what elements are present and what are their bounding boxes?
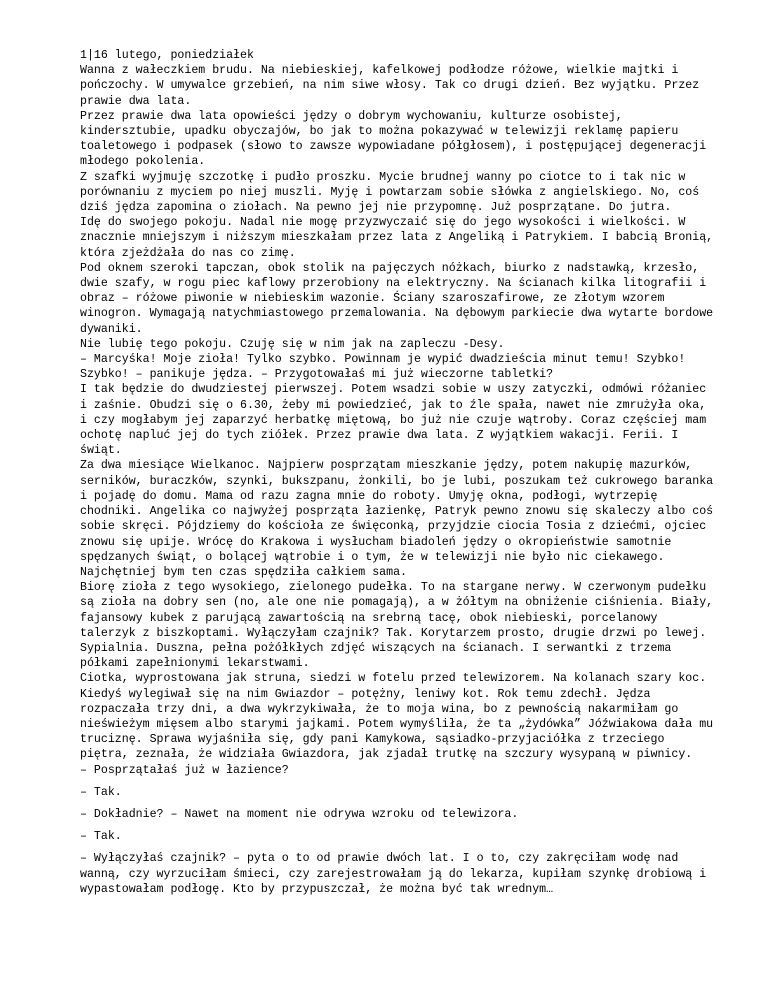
dialogue-line-4: – Tak. <box>80 830 122 844</box>
paragraph-7: – Marcyśka! Moje zioła! Tylko szybko. Powinnam je wypić dwadzieścia minut temu! Szybko! Szybko! – panikuje jędza. – Przygotowałaś mi już wieczorne tabletki? <box>80 353 686 382</box>
dialogue-line-5: – Wyłączyłaś czajnik? – pyta o to od prawie dwóch lat. I o to, czy zakręciłam wodę nad wanną, czy wyrzuciłam śmieci, czy zarejestrowałam ją do lekarza, kupiłam szynkę drobiową i wypastowałam podłogę. Kto by przypuszczał, że można być tak wrednym… <box>80 852 707 896</box>
document-heading: 1|16 lutego, poniedziałek <box>80 49 254 62</box>
paragraph-9: Za dwa miesiące Wielkanoc. Najpierw posprzątam mieszkanie jędzy, potem nakupię mazurków, serników, buraczków, szynki, bukszpanu, żonkili, bo je lubi, poszukam też cukrowego baranka i pojadę do domu. Mama od razu zagna mnie do roboty. Umyję okna, podłogi, wytrzepię chodniki. Angelika co najwyżej posprząta łazienkę, Patryk pewno znowu się skaleczy albo coś sobie skręci. Pójdziemy do kościoła ze święconką, przyjdzie ciocia Tosia z dziećmi, ojciec znowu się upije. Wrócę do Krakowa i wysłucham biadoleń jędzy o okropieństwie samotnie spędzanych świąt, o bolącej wątrobie i o tym, że w telewizji nie było nic ciekawego. <box>80 459 714 564</box>
paragraph-10: Najchętniej bym ten czas spędziła całkiem sama. <box>80 565 407 579</box>
paragraph-1: Wanna z wałeczkiem brudu. Na niebieskiej, kafelkowej podłodze różowe, wielkie majtki i pończochy. W umywalce grzebień, na nim siwe włosy. Tak co drugi dzień. Bez wyjątku. Przez prawie dwa lata. <box>80 64 700 108</box>
paragraph-6: Nie lubię tego pokoju. Czuję się w nim jak na zapleczu -Desy. <box>80 337 505 351</box>
paragraph-2: Przez prawie dwa lata opowieści jędzy o dobrym wychowaniu, kulturze osobistej, kindersztubie, upadku obyczajów, bo jak to można pokazywać w telewizji reklamę papieru toaletowego i podpasek (słowo to zawsze wypowiadane półgłosem), i postępującej degeneracji młodego pokolenia. <box>80 109 707 169</box>
dialogue-line-2: – Tak. <box>80 785 122 799</box>
paragraph-3: Z szafki wyjmuję szczotkę i pudło proszku. Mycie brudnej wanny po ciotce to i tak nic w porównaniu z myciem po niej muszli. Myję i powtarzam sobie słówka z angielskiego. No, coś dziś jędza zapomina o ziołach. Na pewno jej nie przypomnę. Już posprzątane. Do jutra. <box>80 170 700 215</box>
paragraph-12: Ciotka, wyprostowana jak struna, siedzi w fotelu przed telewizorem. Na kolanach szary koc. Kiedyś wylegiwał się na nim Gwiazdor – potężny, leniwy kot. Rok temu zdechł. Jędza rozpaczała trzy dni, a dwa wykrzykiwała, że to moja wina, bo z pewnością nakarmiłam go nieświeżym mięsem albo starymi jajkami. Potem wymyśliła, że ta „żydówka” Jóźwiakowa dała mu truciznę. Sprawa wyjaśniła się, gdy pani Kamykowa, sąsiadko-przyjaciółka z trzeciego piętra, zeznała, że widziała Gwiazdora, jak zjadał trutkę na szczury wysypaną w piwnicy. <box>80 672 714 762</box>
dialogue-line-3: – Dokładnie? – Nawet na moment nie odrywa wzroku od telewizora. <box>80 807 519 821</box>
dialogue-line-1: – Posprzątałaś już w łazience? <box>80 763 289 777</box>
document-page <box>80 48 720 897</box>
paragraph-8: I tak będzie do dwudziestej pierwszej. Potem wsadzi sobie w uszy zatyczki, odmówi różaniec i zaśnie. Obudzi się o 6.30, żeby mi powiedzieć, jak to źle spała, nawet nie zmrużyła oka, i czy mogłabym jej zaparzyć herbatkę miętową, bo już nie czuje wątroby. Coraz częściej mam ochotę napluć jej do tych ziółek. Przez prawie dwa lata. Z wyjątkiem wakacji. Ferii. I świąt. <box>80 383 707 458</box>
paragraph-4: Idę do swojego pokoju. Nadal nie mogę przyzwyczaić się do jego wysokości i wielkości. W znacznie mniejszym i niższym mieszkałam przez lata z Angeliką i Patrykiem. I babcią Bronią, która zjeżdżała do nas co zimę. <box>80 216 714 260</box>
paragraph-5: Pod oknem szeroki tapczan, obok stolik na pajęczych nóżkach, biurko z nadstawką, krzesło, dwie szafy, w rogu piec kaflowy przerobiony na elektryczny. Na ścianach kilka litografii i obraz – różowe piwonie w niebieskim wazonie. Ściany szaroszafirowe, ze złotym wzorem winogron. Wymagają natychmiastowego przemalowania. Na dębowym parkiecie dwa wytarte bordowe dywaniki. <box>80 261 714 336</box>
paragraph-11: Biorę zioła z tego wysokiego, zielonego pudełka. To na stargane nerwy. W czerwonym pudełku są zioła na dobry sen (no, ale one nie pomagają), a w żółtym na obniżenie ciśnienia. Biały, fajansowy kubek z parującą zawartością na srebrną tacę, obok niebieski, porcelanowy talerzyk z biszkoptami. Wyłączyłam czajnik? Tak. Korytarzem prosto, drugie drzwi po lewej. Sypialnia. Duszna, pełna pożółkłych zdjęć wiszących na ścianach. I serwantki z trzema półkami zapełnionymi lekarstwami. <box>80 581 714 671</box>
